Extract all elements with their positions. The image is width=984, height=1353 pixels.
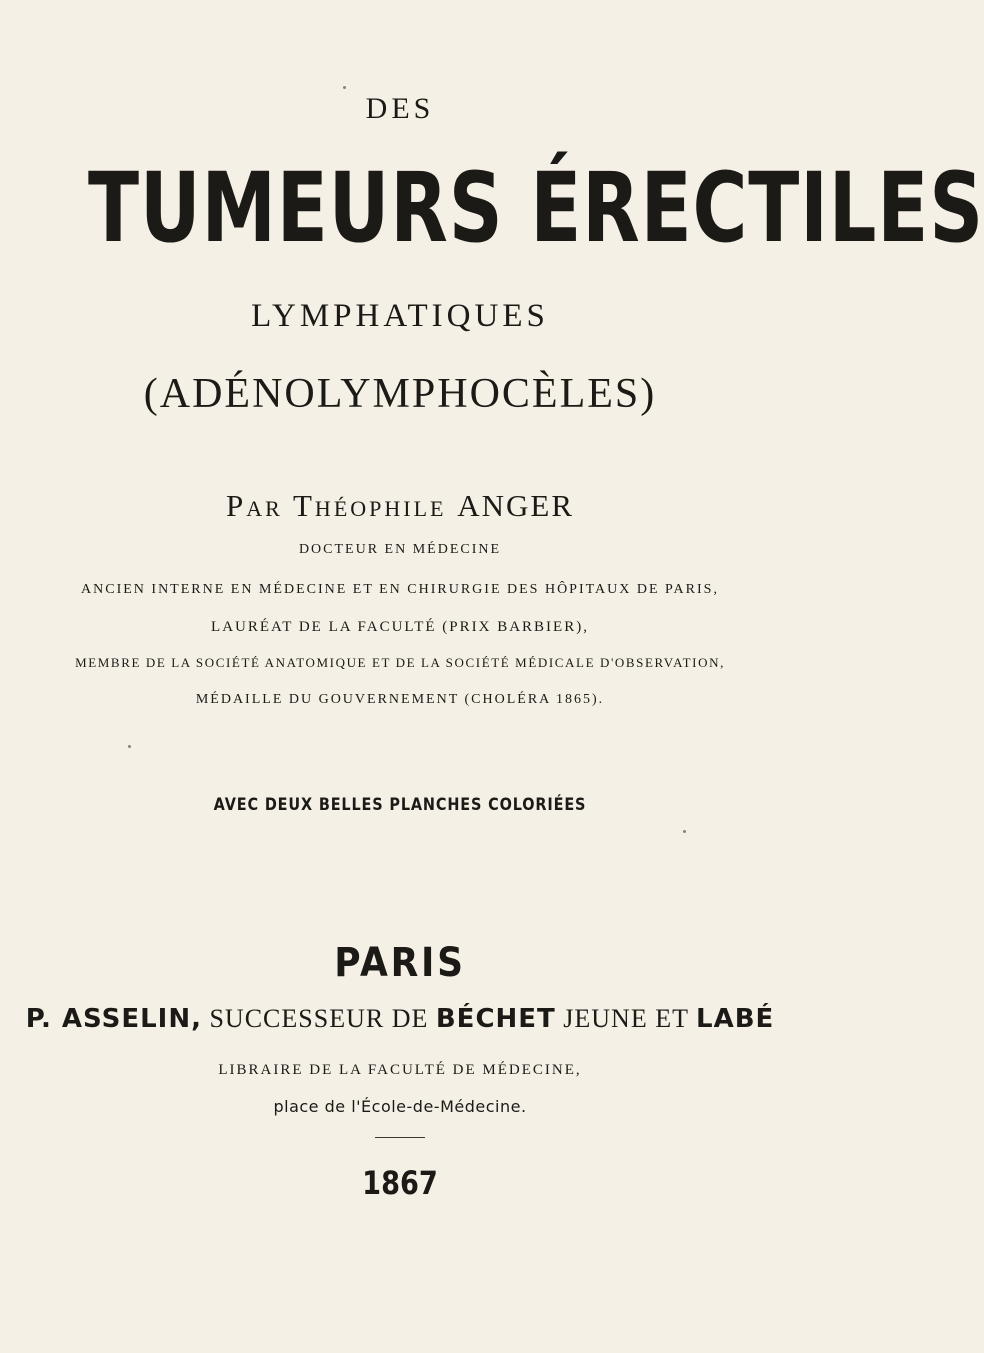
- predecessor-suffix: JEUNE ET: [563, 1004, 689, 1033]
- paper-speck: [683, 830, 686, 833]
- parenthetical-subtitle: (ADÉNOLYMPHOCÈLES): [143, 371, 657, 417]
- publication-city: PARIS: [334, 940, 466, 986]
- main-title: TUMEURS ÉRECTILES: [88, 152, 984, 264]
- credential-line: MÉDAILLE DU GOUVERNEMENT (CHOLÉRA 1865).: [195, 692, 605, 707]
- publisher-succession: SUCCESSEUR DE: [209, 1004, 429, 1033]
- publisher-name: P. ASSELIN,: [25, 1004, 202, 1034]
- credential-line: ANCIEN INTERNE EN MÉDECINE ET EN CHIRURGIE DES HÔPITAUX DE PARIS,: [81, 582, 719, 597]
- subtitle: LYMPHATIQUES: [251, 298, 549, 334]
- publisher-line: [0, 1004, 800, 1034]
- author-surname: ANGER: [457, 488, 574, 523]
- address-line: place de l'École-de-Médecine.: [273, 1097, 527, 1116]
- plates-note: AVEC DEUX BELLES PLANCHES COLORIÉES: [213, 795, 587, 815]
- bookseller-line: LIBRAIRE DE LA FACULTÉ DE MÉDECINE,: [218, 1062, 582, 1078]
- credential-line: DOCTEUR EN MÉDECINE: [298, 542, 502, 557]
- credential-line: MEMBRE DE LA SOCIÉTÉ ANATOMIQUE ET DE LA SOCIÉTÉ MÉDICALE D'OBSERVATION,: [75, 655, 725, 670]
- author-line: [0, 488, 800, 524]
- predecessor-name-2: LABÉ: [696, 1004, 775, 1034]
- paper-speck: [128, 745, 131, 748]
- paper-speck: [343, 86, 346, 89]
- title-preposition: DES: [365, 92, 435, 125]
- predecessor-name: BÉCHET: [435, 1004, 556, 1034]
- divider-rule: [375, 1137, 425, 1138]
- author-prefix: Par Théophile: [226, 488, 447, 523]
- publication-year: 1867: [362, 1164, 438, 1202]
- credential-line: LAURÉAT DE LA FACULTÉ (PRIX BARBIER),: [211, 619, 589, 635]
